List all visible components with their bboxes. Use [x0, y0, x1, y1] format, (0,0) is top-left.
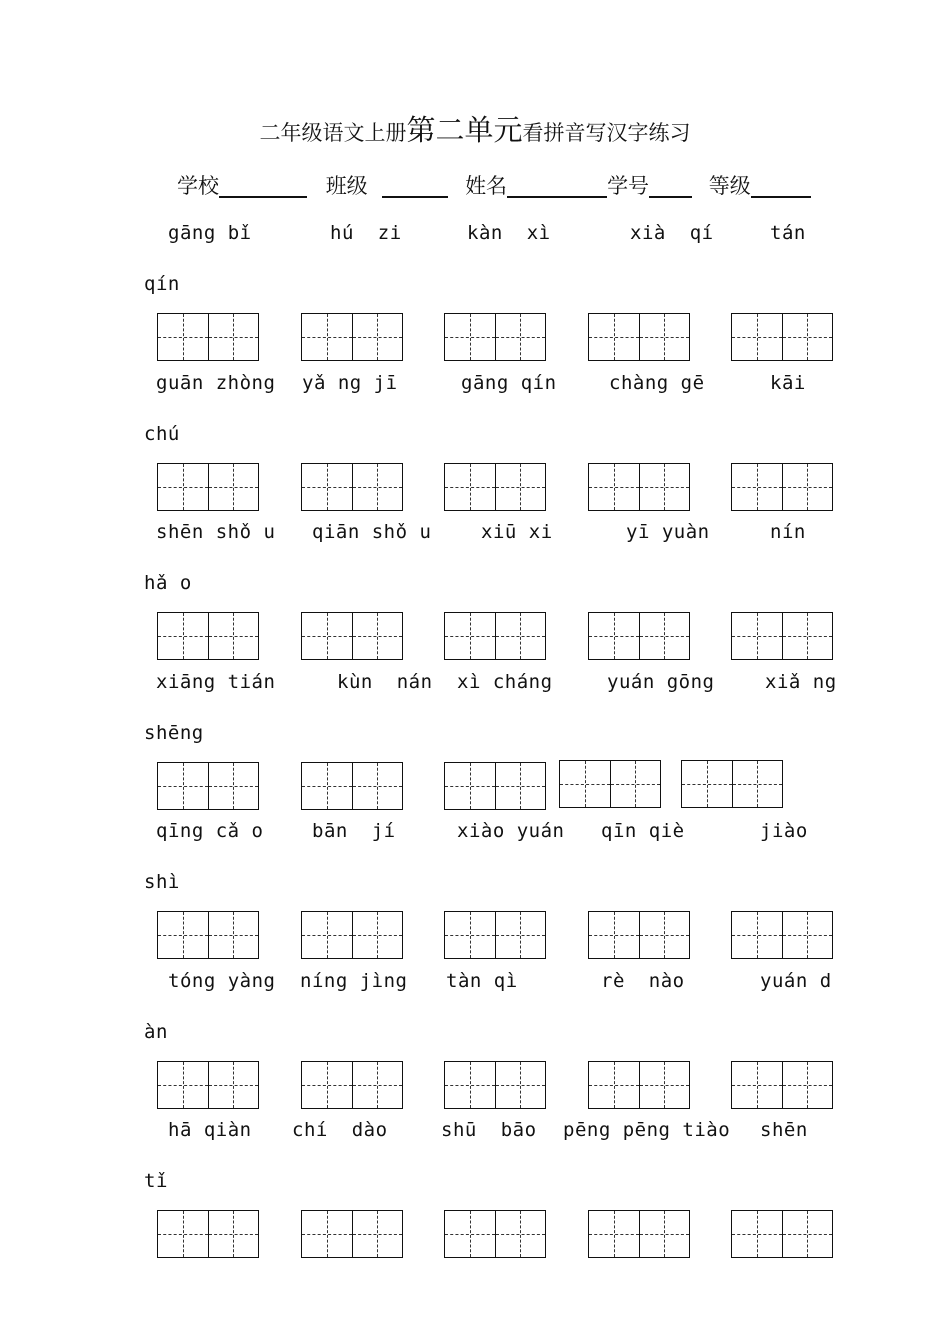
writing-grid[interactable]	[157, 612, 259, 660]
writing-cell[interactable]	[589, 314, 640, 360]
writing-cell[interactable]	[496, 1211, 546, 1257]
pinyin-prompt: kāi	[770, 371, 806, 394]
writing-grid[interactable]	[731, 612, 833, 660]
writing-grid[interactable]	[157, 1210, 259, 1258]
writing-cell[interactable]	[733, 761, 783, 807]
pinyin-wrap: tǐ	[144, 1170, 168, 1192]
name-field[interactable]	[507, 174, 607, 198]
writing-cell[interactable]	[640, 314, 690, 360]
writing-grid[interactable]	[157, 911, 259, 959]
school-label: 学校	[177, 174, 219, 198]
school-field[interactable]	[219, 174, 307, 198]
pinyin-prompt: xiū xi	[481, 521, 553, 543]
writing-cell[interactable]	[640, 1062, 690, 1108]
writing-grid[interactable]	[444, 762, 546, 810]
writing-grid[interactable]	[444, 1061, 546, 1109]
pinyin-wrap: àn	[144, 1020, 168, 1043]
pinyin-prompt: hā qiàn	[168, 1119, 252, 1141]
writing-cell[interactable]	[158, 464, 209, 510]
pinyin-prompt: guān zhòng	[156, 371, 276, 394]
pinyin-wrap: qín	[144, 273, 180, 295]
writing-cell[interactable]	[158, 1062, 209, 1108]
writing-cell[interactable]	[302, 613, 353, 659]
writing-grid[interactable]	[444, 1210, 546, 1258]
pinyin-prompt: hú zi	[330, 222, 402, 244]
writing-cell[interactable]	[496, 613, 546, 659]
pinyin-prompt: bān jí	[312, 820, 396, 842]
pinyin-wrap: shì	[144, 871, 180, 893]
pinyin-prompt: gāng bǐ	[168, 222, 252, 244]
writing-cell[interactable]	[732, 613, 783, 659]
writing-cell[interactable]	[496, 464, 546, 510]
writing-cell[interactable]	[783, 613, 833, 659]
pinyin-prompt: kùn nán	[337, 670, 433, 693]
writing-grid[interactable]	[588, 313, 690, 361]
writing-cell[interactable]	[302, 464, 353, 510]
writing-grid[interactable]	[731, 313, 833, 361]
writing-cell[interactable]	[589, 1211, 640, 1257]
writing-cell[interactable]	[302, 1062, 353, 1108]
student-id-field[interactable]	[649, 174, 692, 198]
page-title	[0, 108, 950, 149]
writing-grid[interactable]	[588, 463, 690, 511]
writing-grid[interactable]	[588, 1210, 690, 1258]
writing-cell[interactable]	[732, 314, 783, 360]
writing-grid[interactable]	[731, 463, 833, 511]
writing-cell[interactable]	[158, 912, 209, 958]
writing-grid[interactable]	[444, 612, 546, 660]
writing-cell[interactable]	[589, 1062, 640, 1108]
writing-cell[interactable]	[732, 464, 783, 510]
writing-grid[interactable]	[588, 612, 690, 660]
writing-grid[interactable]	[588, 1061, 690, 1109]
writing-cell[interactable]	[783, 912, 833, 958]
writing-cell[interactable]	[640, 912, 690, 958]
writing-grid[interactable]	[301, 313, 403, 361]
writing-cell[interactable]	[589, 912, 640, 958]
writing-cell[interactable]	[158, 763, 209, 809]
pinyin-wrap: shēng	[144, 721, 204, 744]
pinyin-prompt: xià qí	[630, 222, 714, 244]
pinyin-prompt: qiān shǒ u	[312, 521, 432, 543]
pinyin-prompt: tóng yàng	[168, 969, 276, 992]
writing-cell[interactable]	[445, 464, 496, 510]
writing-cell[interactable]	[560, 761, 611, 807]
writing-cell[interactable]	[496, 314, 546, 360]
writing-cell[interactable]	[640, 1211, 690, 1257]
pinyin-prompt: jiào	[760, 820, 808, 842]
writing-cell[interactable]	[783, 464, 833, 510]
writing-cell[interactable]	[611, 761, 661, 807]
writing-cell[interactable]	[682, 761, 733, 807]
pinyin-prompt: níng jìng	[300, 969, 408, 992]
writing-cell[interactable]	[353, 314, 403, 360]
name-label: 姓名	[465, 174, 508, 198]
writing-grid[interactable]	[301, 1210, 403, 1258]
writing-cell[interactable]	[302, 763, 353, 809]
writing-cell[interactable]	[353, 1062, 403, 1108]
class-label: 班级	[325, 174, 368, 198]
pinyin-prompt: gāng qín	[461, 371, 557, 394]
writing-cell[interactable]	[732, 1211, 783, 1257]
writing-grid[interactable]	[731, 1210, 833, 1258]
writing-cell[interactable]	[158, 314, 209, 360]
writing-cell[interactable]	[209, 613, 259, 659]
student-id-label: 学号	[607, 174, 650, 198]
pinyin-prompt: xiào yuán	[457, 820, 565, 842]
writing-cell[interactable]	[732, 912, 783, 958]
pinyin-wrap: hǎ o	[144, 572, 192, 594]
pinyin-prompt: shū bāo	[441, 1119, 537, 1141]
pinyin-prompt: chàng gē	[609, 371, 705, 394]
writing-cell[interactable]	[353, 1211, 403, 1257]
writing-grid[interactable]	[157, 762, 259, 810]
pinyin-prompt: xì cháng	[457, 670, 553, 693]
writing-grid[interactable]	[681, 760, 783, 808]
writing-cell[interactable]	[353, 613, 403, 659]
writing-cell[interactable]	[496, 1062, 546, 1108]
pinyin-prompt: yuán gōng	[607, 670, 715, 693]
writing-cell[interactable]	[353, 464, 403, 510]
writing-cell[interactable]	[209, 464, 259, 510]
writing-cell[interactable]	[209, 912, 259, 958]
class-field[interactable]	[382, 174, 448, 198]
writing-cell[interactable]	[445, 613, 496, 659]
title-suffix: 看拼音写汉字练习	[522, 121, 691, 145]
writing-grid[interactable]	[731, 911, 833, 959]
pinyin-prompt: shēn	[760, 1119, 808, 1141]
writing-grid[interactable]	[588, 911, 690, 959]
writing-grid[interactable]	[444, 463, 546, 511]
writing-cell[interactable]	[640, 613, 690, 659]
writing-grid[interactable]	[444, 911, 546, 959]
pinyin-prompt: rè nào	[601, 969, 685, 992]
pinyin-prompt: xiāng tián	[156, 670, 276, 693]
pinyin-prompt: shēn shǒ u	[156, 521, 276, 543]
writing-cell[interactable]	[496, 912, 546, 958]
writing-cell[interactable]	[302, 1211, 353, 1257]
writing-grid[interactable]	[157, 1061, 259, 1109]
writing-cell[interactable]	[783, 314, 833, 360]
writing-cell[interactable]	[640, 464, 690, 510]
writing-cell[interactable]	[302, 314, 353, 360]
writing-grid[interactable]	[301, 463, 403, 511]
pinyin-wrap: chú	[144, 422, 180, 445]
writing-cell[interactable]	[589, 464, 640, 510]
writing-cell[interactable]	[209, 1211, 259, 1257]
writing-cell[interactable]	[445, 912, 496, 958]
grade-field[interactable]	[751, 174, 811, 198]
writing-cell[interactable]	[302, 912, 353, 958]
writing-cell[interactable]	[445, 763, 496, 809]
writing-cell[interactable]	[209, 1062, 259, 1108]
writing-grid[interactable]	[559, 760, 661, 808]
writing-cell[interactable]	[445, 1062, 496, 1108]
writing-grid[interactable]	[731, 1061, 833, 1109]
writing-cell[interactable]	[783, 1062, 833, 1108]
pinyin-prompt: qīng cǎ o	[156, 820, 264, 842]
writing-cell[interactable]	[783, 1211, 833, 1257]
pinyin-prompt: nín	[770, 521, 806, 543]
pinyin-prompt: pēng pēng tiào	[563, 1119, 731, 1141]
writing-cell[interactable]	[209, 763, 259, 809]
writing-cell[interactable]	[158, 613, 209, 659]
writing-grid[interactable]	[301, 1061, 403, 1109]
title-prefix: 二年级语文上册	[259, 121, 407, 145]
writing-grid[interactable]	[301, 911, 403, 959]
pinyin-prompt: tán	[770, 222, 806, 244]
grade-label: 等级	[708, 174, 751, 198]
writing-grid[interactable]	[301, 612, 403, 660]
pinyin-prompt: yuán d	[760, 969, 832, 992]
writing-cell[interactable]	[353, 912, 403, 958]
writing-cell[interactable]	[732, 1062, 783, 1108]
info-row	[177, 170, 811, 200]
writing-cell[interactable]	[589, 613, 640, 659]
writing-cell[interactable]	[445, 1211, 496, 1257]
writing-cell[interactable]	[209, 314, 259, 360]
writing-grid[interactable]	[301, 762, 403, 810]
writing-grid[interactable]	[444, 313, 546, 361]
writing-cell[interactable]	[158, 1211, 209, 1257]
title-main: 第二单元	[406, 113, 523, 147]
writing-grid[interactable]	[157, 463, 259, 511]
pinyin-prompt: xiǎ ng	[765, 670, 837, 693]
pinyin-prompt: qīn qiè	[601, 820, 685, 842]
pinyin-prompt: kàn xì	[467, 222, 551, 244]
writing-grid[interactable]	[157, 313, 259, 361]
writing-cell[interactable]	[445, 314, 496, 360]
pinyin-prompt: yǎ ng jī	[302, 371, 398, 394]
pinyin-prompt: chí dào	[292, 1119, 388, 1141]
pinyin-prompt: tàn qì	[446, 969, 518, 992]
writing-cell[interactable]	[496, 763, 546, 809]
pinyin-prompt: yī yuàn	[626, 521, 710, 543]
writing-cell[interactable]	[353, 763, 403, 809]
